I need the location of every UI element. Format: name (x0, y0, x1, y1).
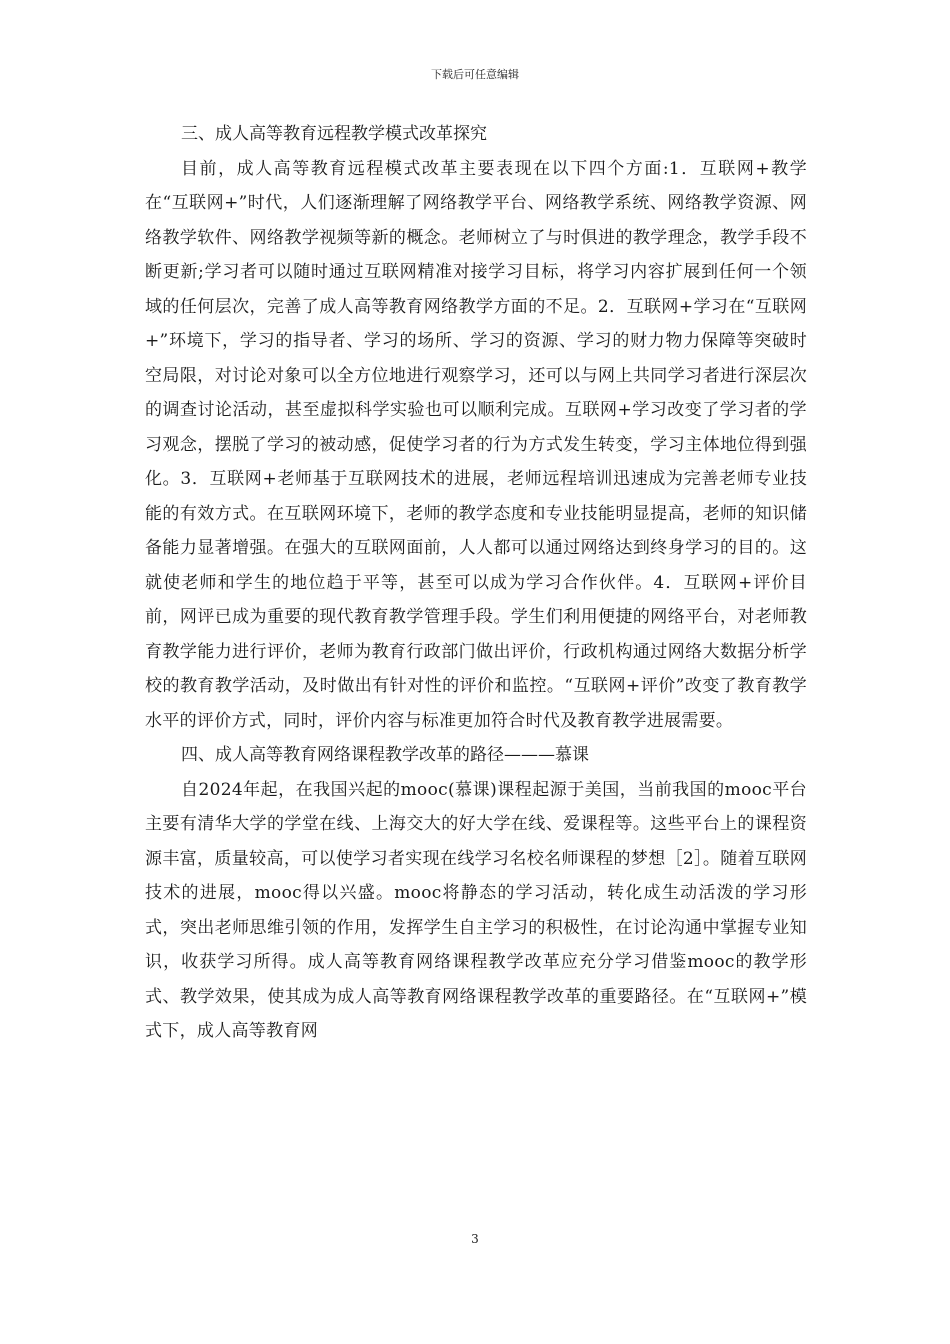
section-4-heading: 四、成人高等教育网络课程教学改革的路径———慕课 (181, 745, 589, 765)
document-body (145, 117, 807, 1049)
section-4-paragraph: 自2024年起，在我国兴起的mooc(慕课)课程起源于美国，当前我国的mooc平台主要有清华大学的学堂在线、上海交大的好大学在线、爱课程等。这些平台上的课程资源丰富，质量较高，可以使学习者实现在线学习名校名师课程的梦想［2］。随着互联网技术的进展，mooc得以兴盛。mooc将静态的学习活动，转化成生动活泼的学习形式，突出老师思维引领的作用，发挥学生自主学习的积极性，在讨论沟通中掌握专业知识，收获学习所得。成人高等教育网络课程教学改革应充分学习借鉴mooc的教学形式、教学效果，使其成为成人高等教育网络课程教学改革的重要路径。在“互联网+”模式下，成人高等教育网 (145, 779, 807, 1041)
page-header: 下载后可任意编辑 (431, 68, 519, 81)
section-3-heading: 三、成人高等教育远程教学模式改革探究 (181, 124, 487, 144)
page-number: 3 (471, 1232, 479, 1246)
section-3-paragraph: 目前，成人高等教育远程模式改革主要表现在以下四个方面:1．互联网+教学在“互联网+”时代，人们逐渐理解了网络教学平台、网络教学系统、网络教学资源、网络教学软件、网络教学视频等新的概念。老师树立了与时俱进的教学理念，教学手段不断更新;学习者可以随时通过互联网精准对接学习目标，将学习内容扩展到任何一个领域的任何层次，完善了成人高等教育网络教学方面的不足。2．互联网+学习在“互联网+”环境下，学习的指导者、学习的场所、学习的资源、学习的财力物力保障等突破时空局限，对讨论对象可以全方位地进行观察学习，还可以与网上共同学习者进行深层次的调查讨论活动，甚至虚拟科学实验也可以顺利完成。互联网+学习改变了学习者的学习观念，摆脱了学习的被动感，促使学习者的行为方式发生转变，学习主体地位得到强化。3．互联网+老师基于互联网技术的进展，老师远程培训迅速成为完善老师专业技能的有效方式。在互联网环境下，老师的教学态度和专业技能明显提高，老师的知识储备能力显著增强。在强大的互联网面前，人人都可以通过网络达到终身学习的目的。这就使老师和学生的地位趋于平等，甚至可以成为学习合作伙伴。4．互联网+评价目前，网评已成为重要的现代教育教学管理手段。学生们利用便捷的网络平台，对老师教育教学能力进行评价，老师为教育行政部门做出评价，行政机构通过网络大数据分析学校的教育教学活动，及时做出有针对性的评价和监控。“互联网+评价”改变了教育教学水平的评价方式，同时，评价内容与标准更加符合时代及教育教学进展需要。 (145, 158, 807, 731)
